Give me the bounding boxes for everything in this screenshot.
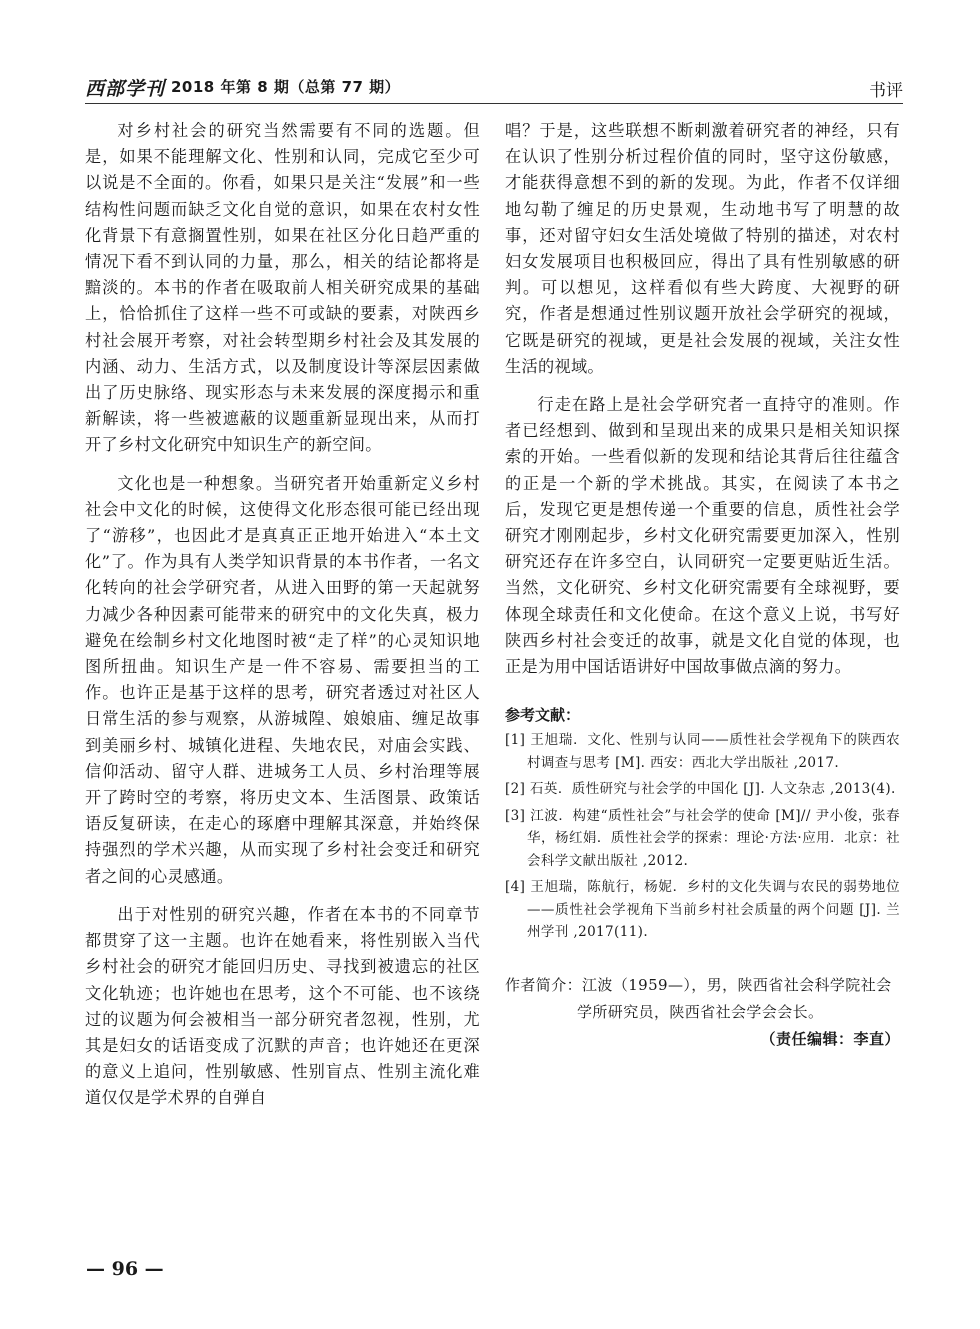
author-intro-label: 作者简介： [505, 975, 583, 994]
section-label: 书评 [869, 81, 903, 101]
body-paragraph: 对乡村社会的研究当然需要有不同的选题。但是，如果不能理解文化、性别和认同，完成它至少可以说是不全面的。你看，如果只是关注“发展”和一些结构性问题而缺乏文化自觉的意识，如果在农村女性化背景下有意搁置性别，如果在社区分化日趋严重的情况下看不到认同的力量，那么，相关的结论都将是黯淡的。本书的作者在吸取前人相关研究成果的基础上，恰恰抓住了这样一些不可或缺的要素，对陕西乡村社会展开考察，对社会转型期乡村社会及其发展的内涵、动力、生活方式，以及制度设计等深层因素做出了历史脉络、现实形态与未来发展的深度揭示和重新解读，将一些被遮蔽的议题重新显现出来，从而打开了乡村文化研究中知识生产的新空间。 [85, 121, 480, 455]
author-intro [505, 972, 900, 1026]
body-paragraph: 唱？于是，这些联想不断刺激着研究者的神经，只有在认识了性别分析过程价值的同时，坚守这份敏感，才能获得意想不到的新的发现。为此，作者不仅详细地勾勒了缠足的历史景观，生动地书写了明慧的故事，还对留守妇女生活处境做了特别的描述，对农村妇女发展项目也积极回应，得出了具有性别敏感的研判。可以想见，这样看似有些大跨度、大视野的研究，作者是想通过性别议题开放社会学研究的视域，它既是研究的视域，更是社会发展的视域，关注女性生活的视域。 [505, 121, 900, 376]
responsible-editor: （责任编辑：李直） [760, 1029, 900, 1048]
reference-item: [3] 江波．构建“质性社会”与社会学的使命 [M]// 尹小俊，张春华，杨红娟．质性社会学的探索：理论·方法·应用．北京：社会科学文献出版社 ,2012. [505, 807, 900, 869]
left-column [85, 118, 480, 1112]
reference-item: [2] 石英．质性研究与社会学的中国化 [J]. 人文杂志 ,2013(4). [505, 781, 896, 798]
running-header [85, 74, 903, 101]
body-paragraph: 出于对性别的研究兴趣，作者在本书的不同章节都贯穿了这一主题。也许在她看来，将性别嵌入当代乡村社会的研究才能回归历史、寻找到被遗忘的社区文化轨迹；也许她也在思考，这个不可能、也不该绕过的议题为何会被相当一部分研究者忽视，性别，尤其是妇女的话语变成了沉默的声音；也许她还在更深的意义上追问，性别敏感、性别盲点、性别主流化难道仅仅是学术界的自弹自 [85, 904, 480, 1108]
right-column [505, 118, 900, 1049]
journal-logo: 西部学刊 [85, 78, 166, 100]
page-number: — 96 — [86, 1258, 164, 1280]
reference-item: [1] 王旭瑞．文化、性别与认同——质性社会学视角下的陕西农村调查与思考 [M]. 西安：西北大学出版社 ,2017. [505, 732, 900, 771]
reference-item: [4] 王旭瑞，陈航行，杨妮．乡村的文化失调与农民的弱势地位——质性社会学视角下当前乡村社会质量的两个问题 [J]. 兰州学刊 ,2017(11). [505, 879, 900, 941]
header-divider [85, 103, 903, 104]
body-paragraph: 行走在路上是社会学研究者一直持守的准则。作者已经想到、做到和呈现出来的成果只是相关知识探索的开始。一些看似新的发现和结论其背后往往蕴含的正是一个新的学术挑战。其实，在阅读了本书之后，发现它更是想传递一个重要的信息，质性社会学研究才刚刚起步，乡村文化研究需要更加深入，性别研究还存在许多空白，认同研究一定要更贴近生活。当然，文化研究、乡村文化研究需要有全球视野，要体现全球责任和文化使命。在这个意义上说，书写好陕西乡村社会变迁的故事，就是文化自觉的体现，也正是为用中国话语讲好中国故事做点滴的努力。 [505, 395, 900, 677]
issue-info: 2018 年第 8 期（总第 77 期） [171, 78, 401, 96]
body-paragraph: 文化也是一种想象。当研究者开始重新定义乡村社会中文化的时候，这使得文化形态很可能已经出现了“游移”，也因此才是真真正正地开始进入“本土文化”了。作为具有人类学知识背景的本书作者，一名文化转向的社会学研究者，从进入田野的第一天起就努力减少各种因素可能带来的研究中的文化失真，极力避免在绘制乡村文化地图时被“走了样”的心灵知识地图所扭曲。知识生产是一件不容易、需要担当的工作。也许正是基于这样的思考，研究者透过对社区人日常生活的参与观察，从游城隍、娘娘庙、缠足故事到美丽乡村、城镇化进程、失地农民，对庙会实践、信仰活动、留守人群、进城务工人员、乡村治理等展开了跨时空的考察，将历史文本、生活图景、政策话语反复研读，在走心的琢磨中理解其深意，并始终保持强烈的学术兴趣，从而实现了乡村社会变迁和研究者之间的心灵感通。 [85, 473, 480, 886]
references-title: 参考文献： [505, 706, 581, 725]
author-intro-text: 江波（1959—），男，陕西省社会科学院社会学所研究员，陕西省社会学会会长。 [577, 975, 892, 1021]
